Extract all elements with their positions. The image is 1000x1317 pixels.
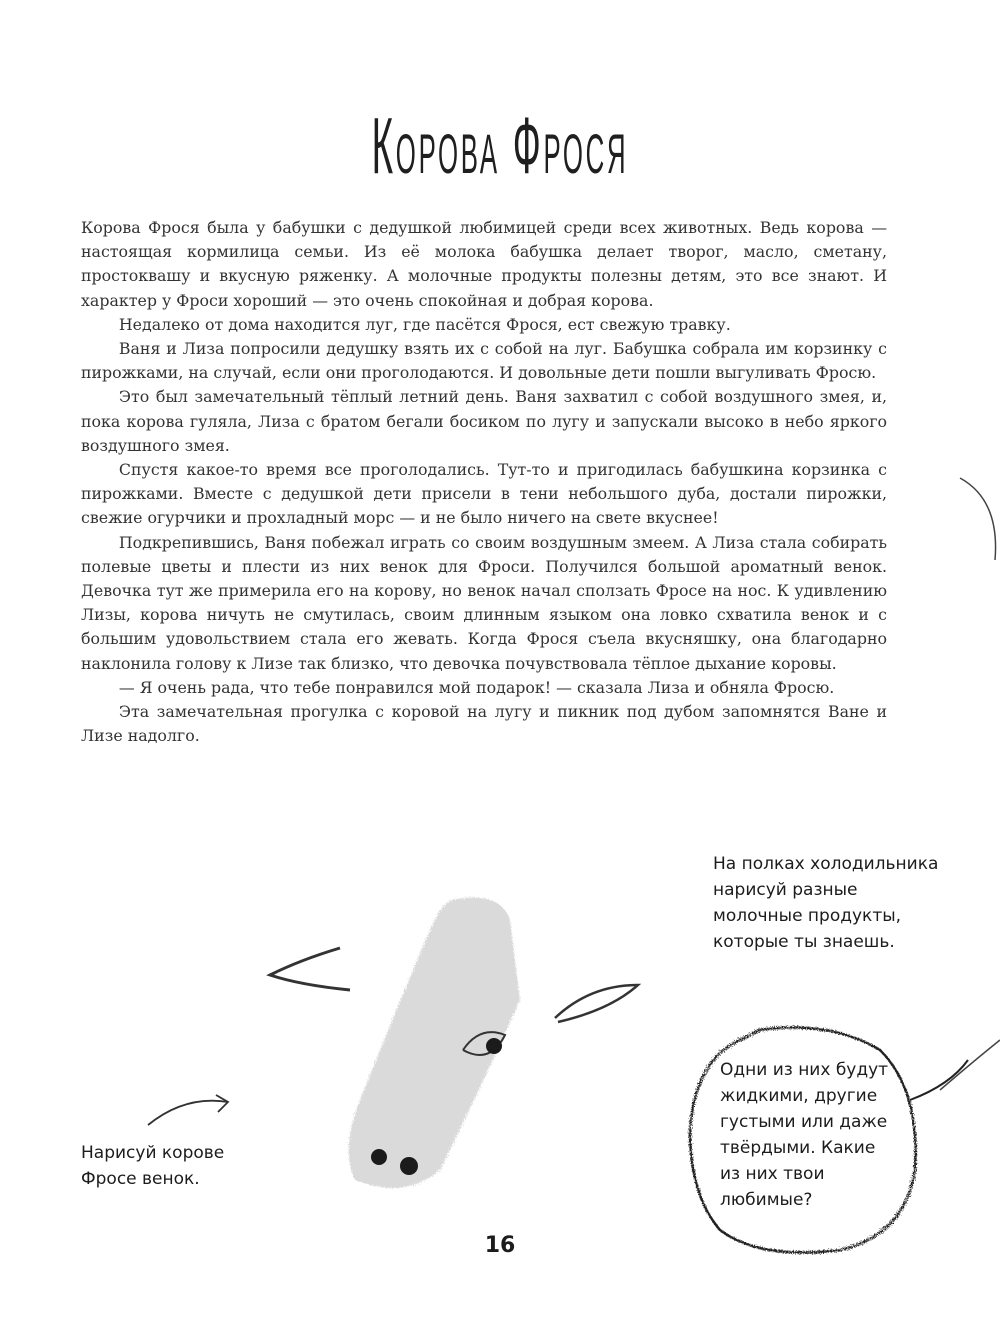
wreath-task-text: Нарисуй корове Фросе венок.	[81, 1143, 225, 1189]
story-paragraph: Подкрепившись, Ваня побежал играть со своим воздушным змеем. А Лиза стала собирать полевые цветы и плести из них венок для Фроси. Получился большой ароматный венок. Девочка тут же примерила его на корову, но венок начал сползать Фросе на нос. К удивлению Лизы, корова ничуть не смутилась, своим длинным языком она ловко схватила венок и с большим удовольствием стала его жевать. Когда Фрося съела вкусняшку, она благодарно наклонила голову к Лизе так близко, что девочка почувствовала тёплое дыхание коровы.	[81, 532, 887, 673]
cow-nostril	[400, 1157, 418, 1175]
speech-bubble-tail	[910, 1060, 968, 1100]
page-title: Корова Фрося	[371, 101, 629, 190]
cow-ear-left	[270, 948, 350, 990]
story-paragraph: Эта замечательная прогулка с коровой на лугу и пикник под дубом запомнятся Ване и Лизе надолго.	[81, 702, 887, 746]
arrow-icon	[148, 1101, 228, 1125]
page-number: 16	[484, 1233, 516, 1258]
story-paragraph: Недалеко от дома находится луг, где пасётся Фрося, ест свежую травку.	[118, 314, 731, 334]
bubble-text: Одни из них будут жидкими, другие густыми или даже твёрдыми. Какие из них твои любимые?	[720, 1060, 889, 1210]
cow-ear-right	[555, 985, 638, 1022]
arrow-icon	[216, 1095, 228, 1112]
fridge-outline	[960, 478, 996, 560]
story-paragraph: — Я очень рада, что тебе понравился мой подарок! — сказала Лиза и обняла Фросю.	[118, 677, 835, 697]
fridge-outline	[940, 1040, 1000, 1090]
story-paragraph: Это был замечательный тёплый летний день. Ваня захватил с собой воздушного змея, и, пока корова гуляла, Лиза с братом бегали босиком по лугу и запускали высоко в небо яркого воздушного змея.	[81, 387, 887, 455]
story-paragraph: Ваня и Лиза попросили дедушку взять их с собой на луг. Бабушка собрала им корзинку с пирожками, на случай, если они проголодаются. И довольные дети пошли выгуливать Фросю.	[81, 339, 887, 383]
cow-pupil	[486, 1038, 502, 1054]
cow-nostril	[371, 1149, 387, 1165]
story-paragraph: Корова Фрося была у бабушки с дедушкой любимицей среди всех животных. Ведь корова — настоящая кормилица семьи. Из её молока бабушка делает творог, масло, сметану, простоквашу и вкусную ряженку. А молочные продукты полезны детям, это все знают. И характер у Фроси хороший — это очень спокойная и добрая корова.	[81, 218, 887, 310]
story-paragraph: Спустя какое-то время все проголодались. Тут-то и пригодилась бабушкина корзинка с пирожками. Вместе с дедушкой дети присели в тени небольшого дуба, достали пирожки, свежие огурчики и прохладный морс — и не было ничего на свете вкуснее!	[81, 460, 887, 528]
fridge-task-text: На полках холодильника нарисуй разные молочные продукты, которые ты знаешь.	[713, 854, 939, 952]
